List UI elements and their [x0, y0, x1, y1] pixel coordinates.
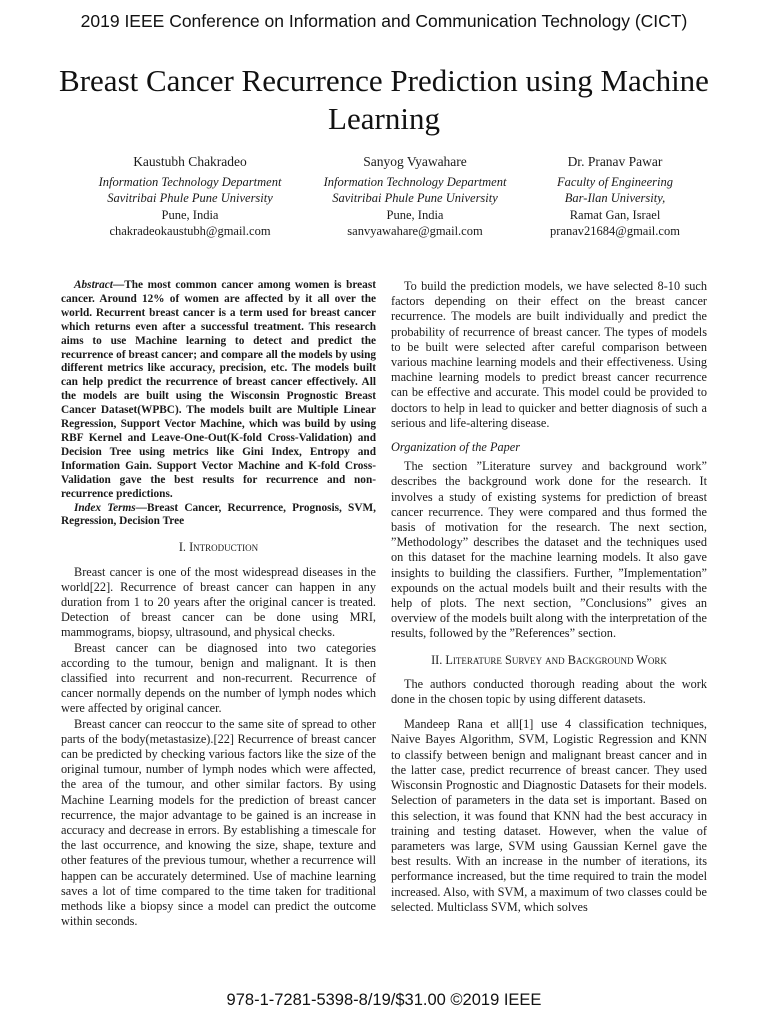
organization-paragraph: The section ”Literature survey and background work” describes the background work done for the research. It involves a study of existing systems for prediction of breast cancer recurrence. They were compared and thus formed the basis of motivation for the research. The next section, ”Methodology” describes the dataset and the techniques used on this dataset for the machine learning models. It also gave insights to building the classifiers. Further, ”Implementation” expounds on the actual models built and their results with the help of plots. The next section, ”Conclusions” gives an overview of the models built along with the interpretation of the results, followed by the ”References” section.: [391, 459, 707, 641]
right-column: [391, 279, 707, 915]
left-column: [61, 279, 376, 929]
author-block: [80, 154, 300, 240]
introduction-paragraph: Breast cancer is one of the most widespread diseases in the world[22]. Recurrence of breast cancer can happen in any duration from 1 to 20 years after the original cancer is treated. Detection of breast cancer can be done using MRI, mammograms, biopsy, ultrasound, and physical checks.: [61, 564, 376, 640]
introduction-paragraph: To build the prediction models, we have selected 8-10 such factors depending on their effect on the breast cancer recurrence. The models are built individually and predict the probability of recurrence of breast cancer. The types of models to be built were selected after careful comparison between various machine learning models and their effectiveness. Using machine learning models to predict breast cancer recurrence can be effective and accurate. This model could be provided to doctors to help in lead to quicker and better diagnosis of such a serious and life-altering disease.: [391, 279, 707, 430]
index-terms-text: —Breast Cancer, Recurrence, Prognosis, SVM, Regression, Decision Tree: [61, 501, 376, 528]
author-institution: Savitribai Phule Pune University: [332, 191, 498, 205]
organization-heading: Organization of the Paper: [391, 440, 520, 455]
abstract-text: —The most common cancer among women is breast cancer. Around 12% of women are affected by it all over the world. Recurrent breast cancer is a term used for breast cancer which returns even after a successful treatment. This research aims to use Machine learning to detect and predict the recurrence of breast cancer; and compare all the models by using different metrics like accuracy, precision, etc. The models built can help predict the recurrence of breast cancer effectively. All the models are built using the Wisconsin Prognostic Breast Cancer Dataset(WPBC). The models built are Multiple Linear Regression, Support Vector Machine, which was build by using RBF Kernel and Leave-One-Out(K-fold Cross-Validation) and Decision Tree using metrics like Gini Index, Entropy and Information Gain. Support Vector Machine and K-fold Cross-Validation gave the best results for recurrence and non-recurrence predictions.: [61, 279, 376, 500]
literature-paragraph: Mandeep Rana et all[1] use 4 classification techniques, Naive Bayes Algorithm, SVM, Logistic Regression and KNN to classify between benign and malignant breast cancer and in the latter case, predict recurrence of breast cancer. They used Wisconsin Prognostic and Diagnostic Datasets for their models. Selection of parameters in the data set is important. Based on this selection, it was found that KNN had the best accuracy in training and testing dataset. However, when the value of parameters was large, SVM using Gaussian Kernel gave the best results. With an increase in the number of iterations, its performance increased, but the time required to train the model increased. Also, with SVM, a maximum of two classes could be selected. Multiclass SVM, which solves: [391, 717, 707, 914]
author-department: Information Technology Department: [98, 174, 282, 189]
abstract-label: Abstract: [74, 279, 113, 291]
author-institution: Savitribai Phule Pune University: [107, 191, 273, 205]
index-terms: [61, 502, 376, 530]
abstract: [61, 279, 376, 529]
author-email: pranav21684@gmail.com: [550, 224, 680, 238]
author-email: sanvyawahare@gmail.com: [347, 224, 483, 238]
author-block: [305, 154, 525, 240]
author-location: Pune, India: [161, 207, 219, 222]
copyright-footer: 978-1-7281-5398-8/19/$31.00 ©2019 IEEE: [226, 991, 542, 1009]
literature-paragraph: The authors conducted thorough reading about the work done in the chosen topic by using different datasets.: [391, 676, 707, 707]
author-location: Pune, India: [386, 207, 444, 222]
abstract-paragraph: [61, 279, 376, 502]
introduction-heading: I. Introduction: [178, 540, 259, 555]
author-department: Faculty of Engineering: [557, 174, 673, 189]
literature-heading: II. Literature Survey and Background Work: [431, 652, 667, 667]
author-block: [530, 154, 700, 240]
index-terms-label: Index Terms: [74, 501, 136, 514]
introduction-paragraph: Breast cancer can be diagnosed into two categories according to the tumour, benign and malignant. It is then classified into recurrent and non-recurrent. Recurrence of cancer normally depends on the number of lymph nodes which were affected by original cancer.: [61, 640, 376, 716]
paragraph-gap: [391, 707, 707, 717]
author-name: Sanyog Vyawahare: [363, 154, 467, 169]
paper-title: Breast Cancer Recurrence Prediction using Machine Learning: [59, 63, 709, 136]
author-location: Ramat Gan, Israel: [569, 207, 661, 222]
author-name: Dr. Pranav Pawar: [567, 154, 663, 169]
author-name: Kaustubh Chakradeo: [133, 154, 247, 169]
introduction-paragraph: Breast cancer can reoccur to the same site of spread to other parts of the body(metastasize).[22] Recurrence of breast cancer can be predicted by checking various factors like the size of the original tumour, number of lymph nodes which were affected, the area of the tumour, and other similar factors. By using Machine Learning models for the prediction of breast cancer recurrence, the major advantage to be gained is an increase in accuracy and decrease in errors. By establishing a timescale for the last occurrence, and knowing the size, shape, texture and other features of the previous tumour, whether a recurrence will happen can be accurately determined. Use of machine learning saves a lot of time compared to the time taken for traditional methods like a biopsy since a model can predict the outcome within seconds.: [61, 716, 376, 929]
conference-header: 2019 IEEE Conference on Information and Communication Technology (CICT): [80, 11, 688, 31]
author-email: chakradeokaustubh@gmail.com: [109, 224, 271, 238]
author-institution: Bar-Ilan University,: [564, 191, 666, 205]
author-department: Information Technology Department: [323, 174, 507, 189]
